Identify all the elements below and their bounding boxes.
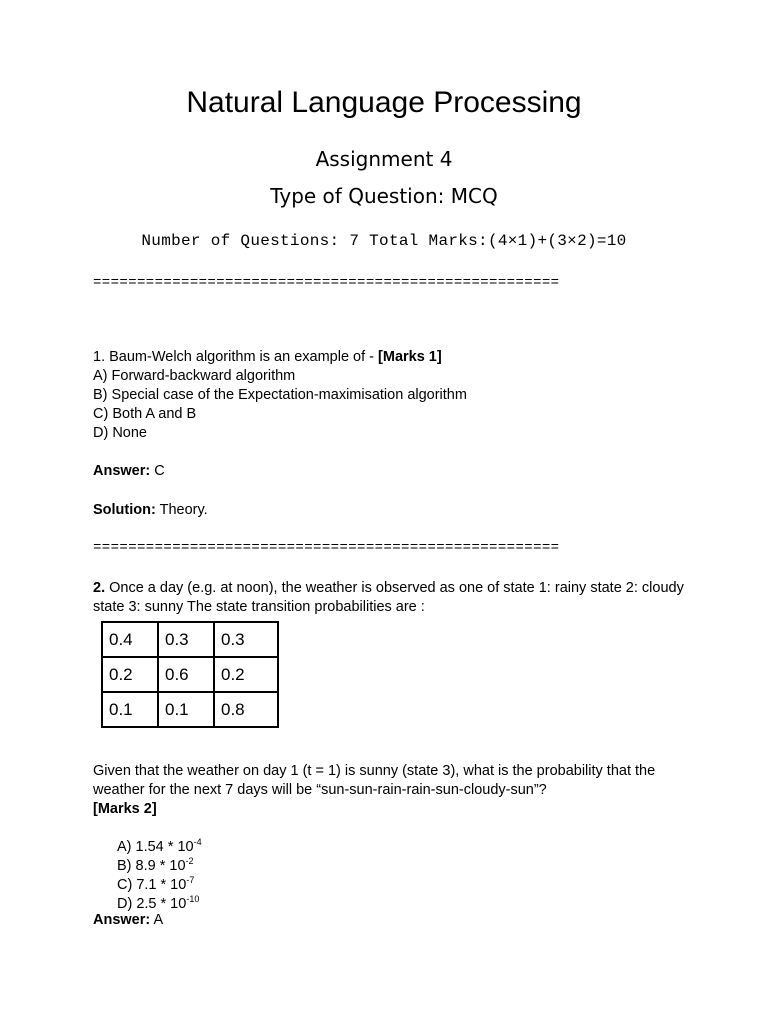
q1-option-d: D) None [93, 425, 147, 441]
q1-answer [93, 462, 165, 481]
q1-solution [93, 501, 208, 520]
q2-followup: Given that the weather on day 1 (t = 1) is sunny (state 3), what is the probability that the weather for the next 7 days will be “sun-sun-rain-rain-sun-cloudy-sun”? [93, 763, 656, 798]
matrix-cell: 0.2 [214, 657, 278, 692]
q1-option-b: B) Special case of the Expectation-maximisation algorithm [93, 387, 467, 403]
matrix-row [102, 657, 278, 692]
matrix-cell: 0.3 [158, 622, 214, 657]
q1-solution-label: Solution: [93, 502, 156, 518]
assignment-heading: Assignment 4 [315, 147, 453, 171]
q1-answer-value: C [154, 463, 165, 479]
matrix-cell: 0.3 [214, 622, 278, 657]
q2-option-b: B) $8.9 * 10^{-2}$ [117, 856, 194, 874]
q2-answer-label: Answer: [93, 912, 151, 928]
q1-solution-value: Theory. [159, 502, 208, 518]
question-type-heading: Type of Question: MCQ [270, 184, 498, 208]
matrix-cell: 0.1 [158, 692, 214, 727]
q1-question [93, 348, 442, 367]
q1-option-c: C) Both A and B [93, 406, 197, 422]
matrix-cell: 0.6 [158, 657, 214, 692]
q1-number: 1. [93, 349, 106, 365]
q1-answer-label: Answer: [93, 463, 151, 479]
matrix-cell: 0.2 [102, 657, 158, 692]
matrix-cell: 0.1 [102, 692, 158, 727]
q2-option-d: D) $2.5 * 10^{-10}$ [117, 894, 200, 912]
matrix-row [102, 692, 278, 727]
matrix-row [102, 622, 278, 657]
q1-option-a: A) Forward-backward algorithm [93, 368, 296, 384]
q1-marks: [Marks 1] [378, 349, 442, 365]
document-title: Natural Language Processing [186, 86, 582, 119]
q2-text: Once a day (e.g. at noon), the weather is observed as one of state 1: rainy state 2: cloudy state 3: sunny The state transition probabilities are : [93, 580, 684, 615]
matrix-cell: 0.8 [214, 692, 278, 727]
separator-line-1: ===================================================== [93, 275, 560, 291]
matrix-cell: 0.4 [102, 622, 158, 657]
q2-option-c: C) $7.1 * 10^{-7}$ [117, 875, 195, 893]
q2-option-a: A) $1.54 * 10^{-4}$ [117, 837, 202, 855]
question-count-line: Number of Questions: 7 Total Marks:(4×1)+(3×2)=10 [141, 232, 627, 250]
q2-answer [93, 911, 163, 930]
q2-number: 2. [93, 580, 106, 596]
q1-text: Baum-Welch algorithm is an example of - [109, 349, 374, 365]
q2-question [93, 579, 693, 617]
separator-line-2: ===================================================== [93, 540, 560, 556]
q2-answer-value: A [153, 912, 164, 928]
q2-marks: [Marks 2] [93, 801, 157, 817]
transition-matrix [101, 621, 279, 728]
